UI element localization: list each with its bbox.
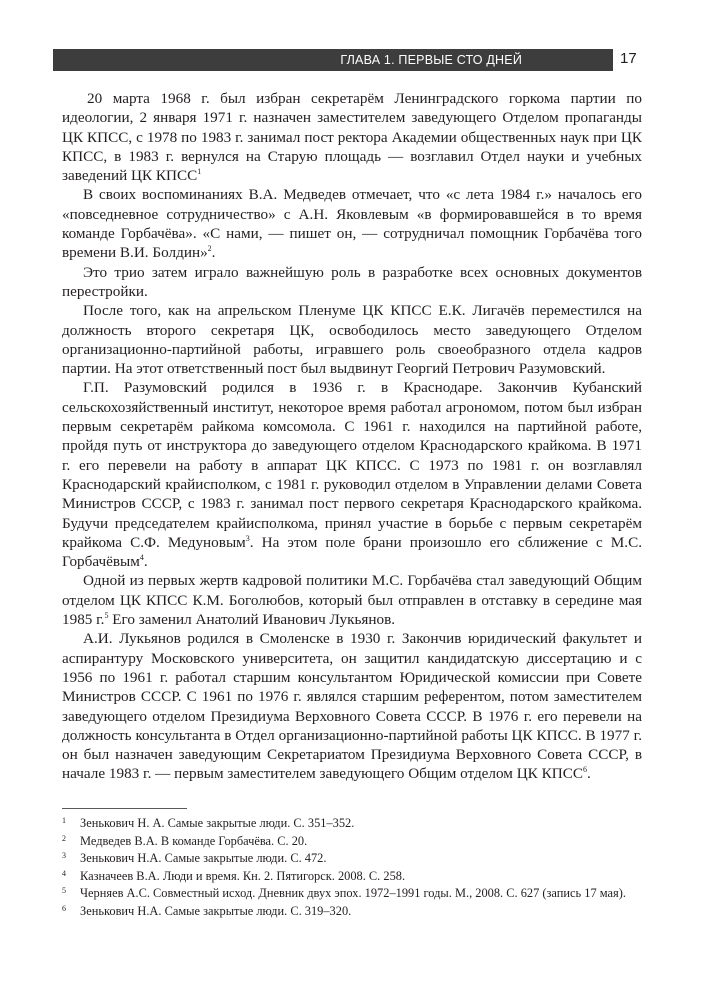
footnote [62,850,642,868]
paragraph [62,301,642,378]
footnote-text: Зенькович Н.А. Самые закрытые люди. С. 319–320. [80,903,352,918]
footnote-ref: 5 [104,610,109,620]
footnote-number: 1 [62,816,66,825]
footnote-ref: 1 [197,167,202,177]
paragraph-text: Одной из первых жертв кадровой политики М.С. Горбачёва стал заведующий Общим отделом ЦК КПСС К.М. Боголюбов, который был отправлен в отставку в середине мая 1985 г. [62,572,642,629]
paragraph-text: Г.П. Разумовский родился в 1936 г. в Краснодаре. Закончив Кубанский сельскохозяйственный институт, некоторое время работал агрономом, потом был избран первым секретарём райкома комсомола. С 1961 г. находился на партийной работе, пройдя путь от инструктора до заведующего отделом Краснодарского крайкома. В 1971 г. его перевели на работу в аппарат ЦК КПСС. С 1973 по 1981 г. он возглавлял Краснодарский крайисполком, с 1981 г. руководил отделом в Управлении делами Совета Министров СССР, с 1983 г. занимал пост первого секретаря Краснодарского крайкома. Будучи председателем крайисполкома, принял участие в борьбе с первым секретарём крайкома С.Ф. Медуновым [62,379,642,551]
footnote-divider [62,808,187,809]
paragraph [62,571,642,629]
footnote [62,885,642,903]
paragraph-text: . [211,244,216,262]
paragraph-text: . На этом поле брани произошло его сближение с М.С. Горбачёвым [62,533,642,571]
paragraph-text: В своих воспоминаниях В.А. Медведев отмечает, что «с лета 1984 г.» началось его «повседневное сотрудничество» с А.Н. Яковлевым «в формировавшейся в то время команде Горбачёва». «С нами, — пишет он, — сотрудничал помощник Горбачёва того времени В.И. Болдин» [62,186,642,262]
paragraph [62,629,642,783]
footnote [62,833,642,851]
footnote-number: 5 [62,886,66,896]
paragraph-text: 20 марта 1968 г. был избран секретарём Ленинградского горкома партии по идеологии, 2 января 1971 г. назначен заместителем заведующего Отделом пропаганды ЦК КПСС, с 1978 по 1983 г. занимал пост ректора Академии общественных наук при ЦК КПСС, в 1983 г. вернулся на Старую площадь — возглавил Отдел науки и учебных заведений ЦК КПСС [62,90,642,185]
footnote [62,903,642,921]
footnote [62,868,642,886]
paragraph-text: . [143,553,148,571]
footnote-number: 4 [62,868,66,878]
paragraph [62,378,642,571]
footnote-number: 2 [62,833,66,843]
page-number: 17 [620,50,637,67]
paragraph-text: А.И. Лукьянов родился в Смоленске в 1930 г. Закончив юридический факультет и аспирантуру Московского университета, он защитил кандидатскую диссертацию и с 1956 по 1961 г. работал старшим консультантом Юридической комиссии при Совете Министров СССР. С 1961 по 1976 г. являлся старшим референтом, потом заместителем заведующего отделом Президиума Верховного Совета СССР. В 1976 г. его перевели на должность консультанта в Отдел организационно-партийной работы ЦК КПСС. В 1977 г. он был назначен заведующим Секретариатом Президиума Верховного Совета СССР, в начале 1983 г. — первым заместителем заведующего Общим отделом ЦК КПСС [62,630,642,783]
paragraph [62,263,642,302]
paragraph-text: Это трио затем играло важнейшую роль в разработке всех основных документов перестройки. [62,263,642,300]
footnote-ref: 2 [207,244,212,254]
footnote-text: Черняев А.С. Совместный исход. Дневник двух эпох. 1972–1991 годы. М., 2008. С. 627 (запись 17 мая). [80,886,626,901]
footnote [62,815,642,833]
paragraph [62,185,642,262]
footnote-text: Зенькович Н. А. Самые закрытые люди. С. 351–352. [80,816,355,830]
footnote-number: 3 [62,851,66,861]
footnote-ref: 4 [139,553,144,563]
paragraph-text: Его заменил Анатолий Иванович Лукьянов. [108,611,396,629]
paragraph-text: . [586,765,591,783]
footnote-text: Казначеев В.А. Люди и время. Кн. 2. Пятигорск. 2008. С. 258. [80,868,406,883]
footnote-ref: 6 [582,765,587,775]
running-header-band [53,49,613,71]
main-text [62,89,642,784]
paragraph [62,89,642,185]
footnotes [62,815,642,921]
footnote-text: Зенькович Н.А. Самые закрытые люди. С. 472. [80,851,327,866]
footnote-number: 6 [62,903,66,913]
chapter-title: ГЛАВА 1. ПЕРВЫЕ СТО ДНЕЙ [340,53,522,67]
footnote-text: Медведев В.А. В команде Горбачёва. С. 20. [80,833,308,848]
footnote-ref: 3 [245,533,250,543]
paragraph-text: После того, как на апрельском Пленуме ЦК КПСС Е.К. Лигачёв переместился на должность второго секретаря ЦК, освободилось место заведующего Отделом организационно-партийной работы, игравшего роль своеобразного отдела кадров партии. На этот ответственный пост был выдвинут Георгий Петрович Разумовский. [62,302,642,378]
